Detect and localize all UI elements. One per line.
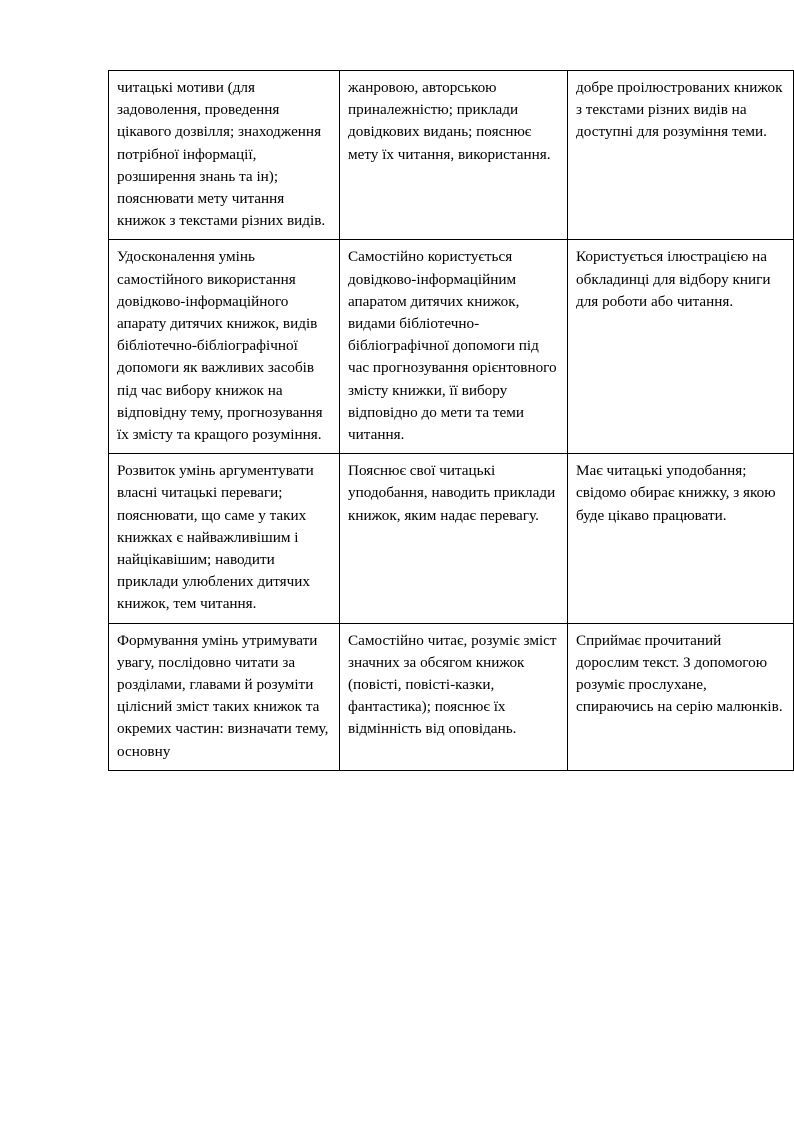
table-body [109, 71, 794, 771]
table-cell-outcomes [340, 71, 568, 240]
table-cell-adapted [568, 623, 794, 770]
table-cell-requirements [109, 454, 340, 623]
cell-text: Має читацькі уподобання; свідомо обирає книжку, з якою буде цікаво працювати. [576, 462, 780, 524]
cell-text: Користується ілюстрацією на обкладинці для відбору книги для роботи або читання. [576, 248, 775, 310]
table-row [109, 454, 794, 623]
cell-text: читацькі мотиви (для задоволення, проведення цікавого дозвілля; знаходження потрібної інформації, розширення знань та ін); пояснювати мету читання книжок з текстами різних видів. [117, 79, 326, 230]
cell-text: жанровою, авторською приналежністю; приклади довідкових видань; пояснює мету їх читання, використання. [348, 79, 551, 163]
table-cell-outcomes [340, 240, 568, 454]
cell-text: Формування умінь утримувати увагу, послідовно читати за розділами, главами й розуміти цілісний зміст таких книжок та окремих частин: визначати тему, основну [117, 631, 333, 760]
cell-text: Самостійно читає, розуміє зміст значних за обсягом книжок (повісті, повісті-казки, фантастика); пояснює їх відмінність від оповідань. [348, 631, 561, 738]
cell-text: Розвиток умінь аргументувати власні читацькі переваги; пояснювати, що саме у таких книжках є найважливішим і найцікавішим; наводити приклади улюблених дитячих книжок, тем читання. [117, 462, 318, 613]
table-cell-adapted [568, 71, 794, 240]
cell-text: Сприймає прочитаний дорослим текст. З допомогою розуміє прослухане, спираючись на серію малюнків. [576, 631, 783, 716]
table-row [109, 240, 794, 454]
table-row [109, 71, 794, 240]
cell-text: добре проілюстрованих книжок з текстами різних видів на доступні для розуміння теми. [576, 79, 787, 141]
table-cell-adapted [568, 240, 794, 454]
table-cell-requirements [109, 623, 340, 770]
cell-text: Самостійно користується довідково-інформаційним апаратом дитячих книжок, видами бібліотечно-бібліографічної допомоги під час прогнозування орієнтовного змісту книжки, її вибору відповідно до мети та теми читання. [348, 248, 561, 444]
table-row [109, 623, 794, 770]
table-cell-requirements [109, 240, 340, 454]
table-cell-requirements [109, 71, 340, 240]
cell-text: Пояснює свої читацькі уподобання, наводить приклади книжок, яким надає перевагу. [348, 462, 560, 524]
table-cell-adapted [568, 454, 794, 623]
table-cell-outcomes [340, 454, 568, 623]
curriculum-table [108, 70, 794, 771]
table-cell-outcomes [340, 623, 568, 770]
cell-text: Удосконалення умінь самостійного використання довідково-інформаційного апарату дитячих книжок, видів бібліотечно-бібліографічної допомоги як важливих засобів під час вибору книжок на відповідну тему, прогнозування їх змісту та кращого розуміння. [117, 248, 327, 444]
